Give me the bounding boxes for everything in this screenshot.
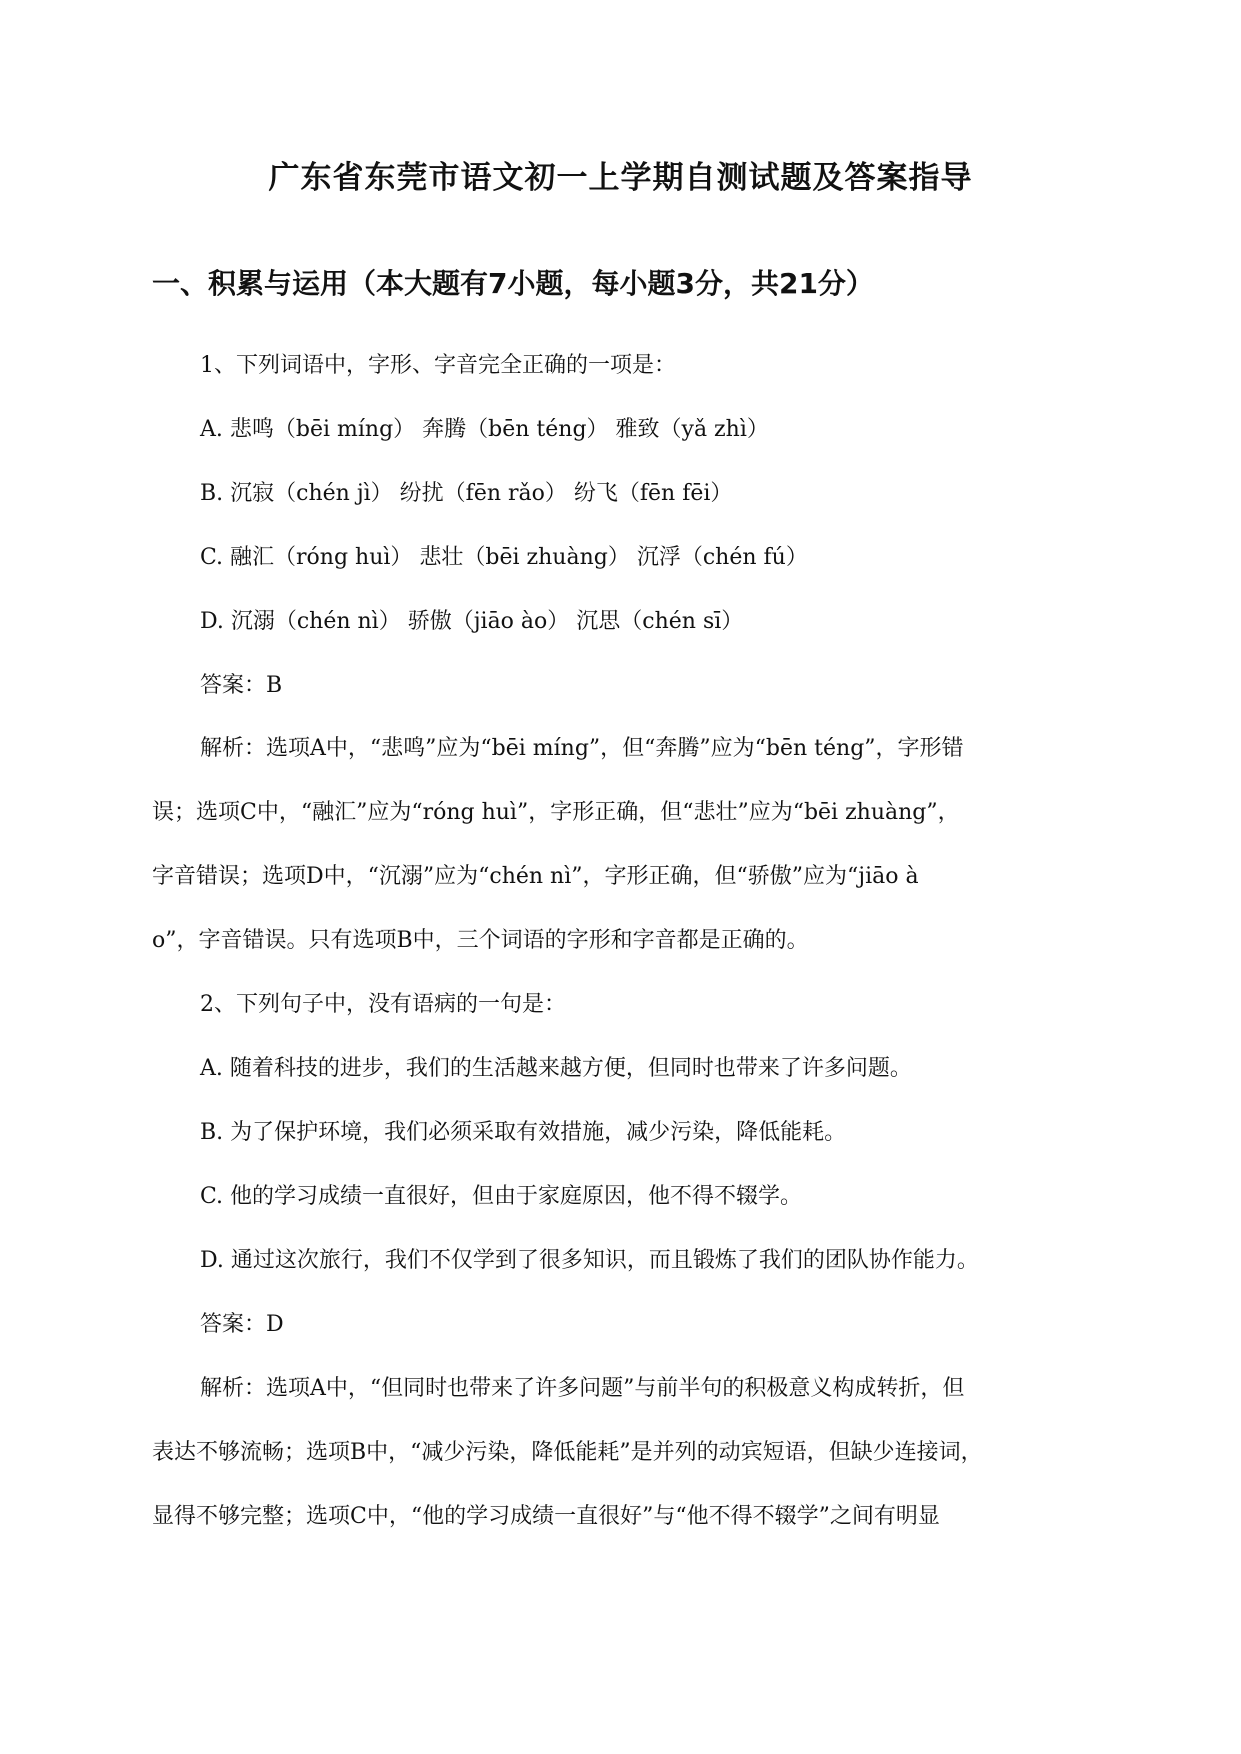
question-1-option-b: B. 沉寂（chén jì） 纷扰（fēn rǎo） 纷飞（fēn fēi） [200, 481, 733, 506]
question-1-option-d: D. 沉溺（chén nì） 骄傲（jiāo ào） 沉思（chén sī） [200, 609, 744, 634]
question-2-option-c: C. 他的学习成绩一直很好，但由于家庭原因，他不得不辍学。 [200, 1184, 803, 1209]
question-2-stem: 2、下列句子中，没有语病的一句是： [200, 992, 566, 1017]
section-heading: 一、积累与运用（本大题有7小题，每小题3分，共21分） [152, 267, 874, 300]
question-1-analysis-line: 字音错误；选项D中，“沉溺”应为“chén nì”，字形正确，但“骄傲”应为“jiāo à [152, 864, 919, 889]
question-1-analysis-line: 误；选项C中，“融汇”应为“róng huì”，字形正确，但“悲壮”应为“bēi zhuàng”， [152, 800, 960, 825]
question-2-option-a: A. 随着科技的进步，我们的生活越来越方便，但同时也带来了许多问题。 [200, 1056, 912, 1081]
question-2-answer: 答案：D [200, 1312, 284, 1337]
question-2-analysis-line: 显得不够完整；选项C中，“他的学习成绩一直很好”与“他不得不辍学”之间有明显 [152, 1504, 940, 1529]
question-1-stem: 1、下列词语中，字形、字音完全正确的一项是： [200, 353, 676, 378]
question-2-analysis-line: 表达不够流畅；选项B中，“减少污染，降低能耗”是并列的动宾短语，但缺少连接词， [152, 1440, 983, 1465]
question-2-option-d: D. 通过这次旅行，我们不仅学到了很多知识，而且锻炼了我们的团队协作能力。 [200, 1248, 979, 1273]
question-1-option-a: A. 悲鸣（bēi míng） 奔腾（bēn téng） 雅致（yǎ zhì） [200, 417, 769, 442]
question-2-analysis-line: 解析：选项A中，“但同时也带来了许多问题”与前半句的积极意义构成转折，但 [200, 1376, 965, 1401]
question-2-option-b: B. 为了保护环境，我们必须采取有效措施，减少污染，降低能耗。 [200, 1120, 847, 1145]
document-title: 广东省东莞市语文初一上学期自测试题及答案指导 [268, 160, 973, 196]
question-1-option-c: C. 融汇（róng huì） 悲壮（bēi zhuàng） 沉浮（chén fú） [200, 545, 808, 570]
question-1-analysis-line: 解析：选项A中，“悲鸣”应为“bēi míng”，但“奔腾”应为“bēn téng”，字形错 [200, 736, 964, 761]
question-1-analysis-line: o”，字音错误。只有选项B中，三个词语的字形和字音都是正确的。 [152, 928, 809, 953]
question-1-answer: 答案：B [200, 673, 283, 698]
